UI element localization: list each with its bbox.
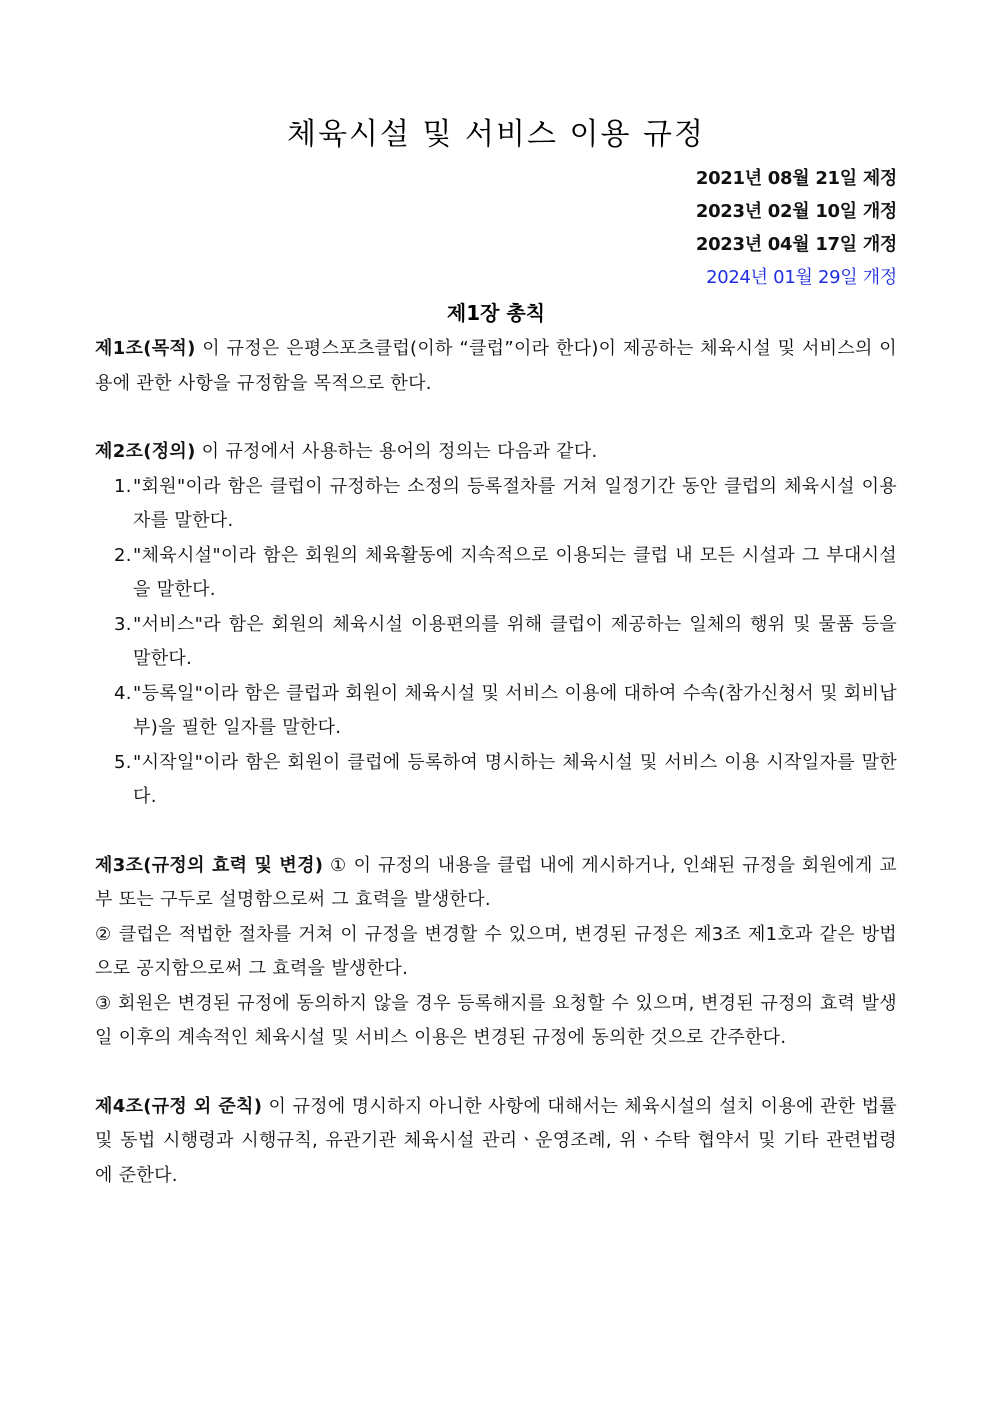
document-title: 체육시설 및 서비스 이용 규정 bbox=[287, 117, 705, 152]
item-text: "서비스"라 함은 회원의 체육시설 이용편의를 위해 클럽이 제공하는 일체의 행위 및 물품 등을 말한다. bbox=[133, 613, 897, 669]
list-item bbox=[95, 746, 897, 815]
article-2 bbox=[95, 435, 897, 470]
article-heading: 제3조(규정의 효력 및 변경) bbox=[95, 854, 324, 876]
item-number: 5. bbox=[114, 751, 132, 773]
item-number: 4. bbox=[114, 682, 132, 704]
list-item bbox=[95, 677, 897, 746]
revision-date: 2023년 04월 17일 개정 bbox=[695, 234, 897, 255]
list-item bbox=[95, 470, 897, 539]
revision-date: 2021년 08월 21일 제정 bbox=[695, 168, 897, 189]
article-paragraph: ② 클럽은 적법한 절차를 거쳐 이 규정을 변경할 수 있으며, 변경된 규정은 제3조 제1호과 같은 방법으로 공지함으로써 그 효력을 발생한다. bbox=[95, 923, 897, 979]
article-heading: 제2조(정의) bbox=[95, 441, 196, 462]
article-text: ① 이 규정의 내용을 클럽 내에 게시하거나, 인쇄된 규정을 회원에게 교부 또는 구두로 설명함으로써 그 효력을 발생한다. bbox=[95, 854, 897, 910]
chapter-heading: 제1장 총칙 bbox=[446, 301, 546, 325]
item-number: 1. bbox=[114, 475, 132, 497]
document-page bbox=[95, 0, 897, 1193]
item-text: "체육시설"이라 함은 회원의 체육활동에 지속적으로 이용되는 클럽 내 모든 시설과 그 부대시설을 말한다. bbox=[133, 544, 897, 600]
article-text: 이 규정에서 사용하는 용어의 정의는 다음과 같다. bbox=[195, 441, 598, 462]
list-item bbox=[95, 539, 897, 608]
article-4 bbox=[95, 1090, 897, 1194]
article-3 bbox=[95, 849, 897, 918]
article-1 bbox=[95, 332, 897, 401]
article-heading: 제1조(목적) bbox=[95, 338, 196, 359]
revision-date-latest: 2024년 01월 29일 개정 bbox=[706, 267, 897, 288]
item-text: "등록일"이라 함은 클럽과 회원이 체육시설 및 서비스 이용에 대하여 수속(참가신청서 및 회비납부)을 필한 일자를 말한다. bbox=[133, 682, 897, 738]
item-text: "시작일"이라 함은 회원이 클럽에 등록하여 명시하는 체육시설 및 서비스 이용 시작일자를 말한다. bbox=[133, 751, 897, 807]
list-item bbox=[95, 608, 897, 677]
article-paragraph: ③ 회원은 변경된 규정에 동의하지 않을 경우 등록해지를 요청할 수 있으며, 변경된 규정의 효력 발생일 이후의 계속적인 체육시설 및 서비스 이용은 변경된 규정에 동의한 것으로 간주한다. bbox=[95, 992, 897, 1048]
revision-history bbox=[95, 162, 897, 294]
item-number: 3. bbox=[114, 613, 132, 635]
item-number: 2. bbox=[114, 544, 132, 566]
article-text: 이 규정은 은평스포츠클럽(이하 “클럽”이라 한다)이 제공하는 체육시설 및 서비스의 이용에 관한 사항을 규정함을 목적으로 한다. bbox=[95, 338, 897, 394]
revision-date: 2023년 02월 10일 개정 bbox=[695, 201, 897, 222]
item-text: "회원"이라 함은 클럽이 규정하는 소정의 등록절차를 거쳐 일정기간 동안 클럽의 체육시설 이용자를 말한다. bbox=[133, 475, 897, 531]
definition-list bbox=[95, 470, 897, 815]
article-heading: 제4조(규정 외 준칙) bbox=[95, 1095, 263, 1117]
article-text: 이 규정에 명시하지 아니한 사항에 대해서는 체육시설의 설치 이용에 관한 법률 및 동법 시행령과 시행규칙, 유관기관 체육시설 관리ㆍ운영조례, 위ㆍ수탁 협약서 및 기타 관련법령에 준한다. bbox=[95, 1095, 897, 1186]
